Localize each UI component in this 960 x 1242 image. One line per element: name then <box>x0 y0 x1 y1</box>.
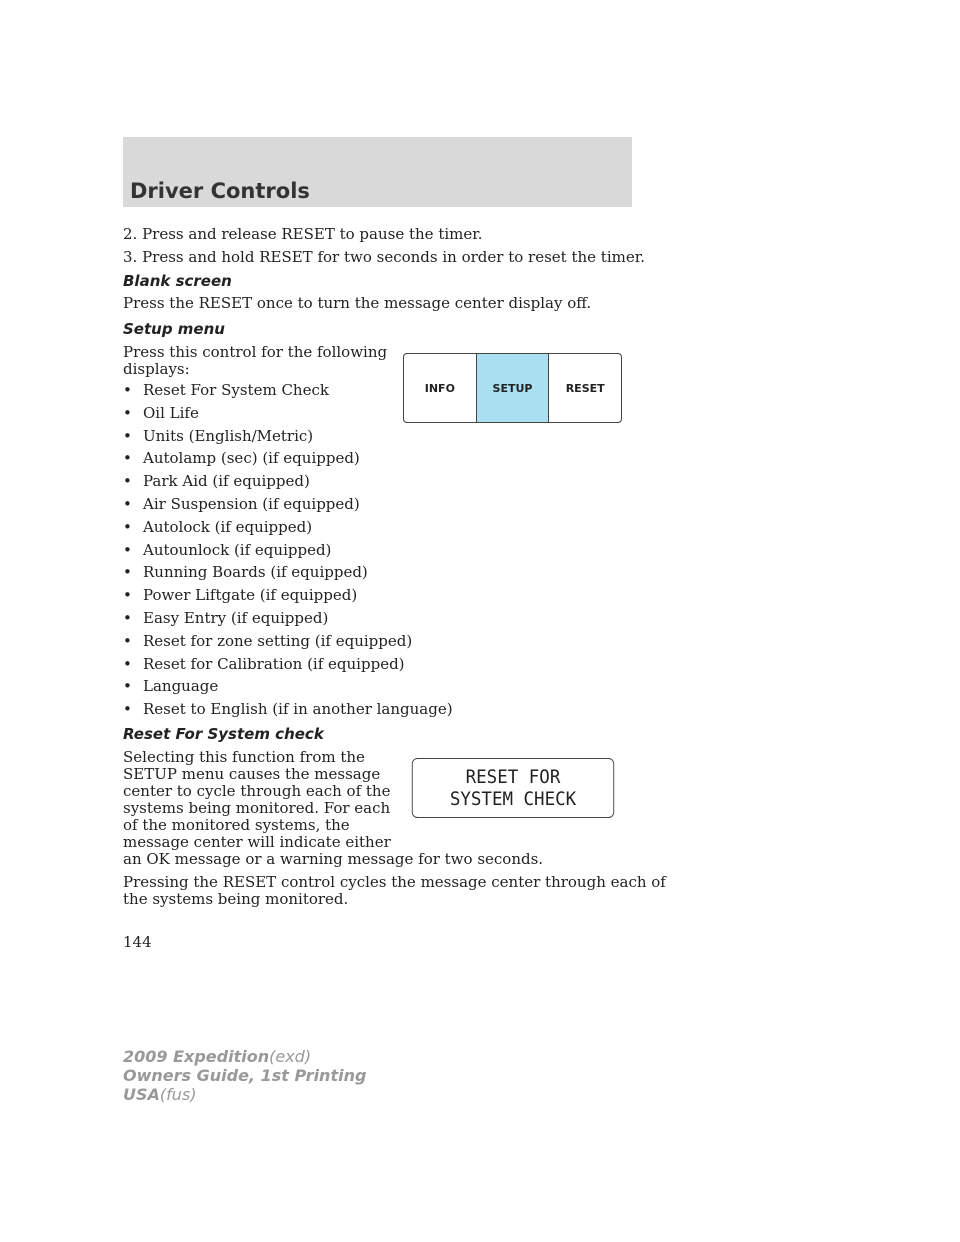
footer-model: 2009 Expedition <box>123 1047 270 1066</box>
list-item: • Reset for zone setting (if equipped) <box>123 631 453 654</box>
info-button: INFO <box>424 381 455 395</box>
reset-button: RESET <box>565 381 605 395</box>
blank-screen-heading: Blank screen <box>123 272 232 290</box>
footer-market: USA <box>123 1085 160 1104</box>
list-item: • Reset For System Check <box>123 380 453 403</box>
footer <box>123 1047 366 1104</box>
list-item: • Reset to English (if in another language) <box>123 699 453 722</box>
footer-model-code: (exd) <box>269 1047 312 1066</box>
list-item: • Autolamp (sec) (if equipped) <box>123 448 453 471</box>
system-check-line: center to cycle through each of the <box>123 782 391 800</box>
system-check-line: message center will indicate either <box>123 833 391 851</box>
list-item: • Running Boards (if equipped) <box>123 562 453 585</box>
setup-intro-line1: Press this control for the following <box>123 343 388 361</box>
setup-button: SETUP <box>476 354 550 422</box>
bullet-icon: • <box>123 403 132 422</box>
bullet-icon: • <box>123 540 132 559</box>
bullet-icon: • <box>123 426 132 445</box>
list-item: • Easy Entry (if equipped) <box>123 608 453 631</box>
section-header <box>123 137 632 207</box>
list-item: • Reset for Calibration (if equipped) <box>123 654 453 677</box>
list-item: • Units (English/Metric) <box>123 426 453 449</box>
bullet-icon: • <box>123 449 132 468</box>
display-line-1: RESET FOR <box>465 766 561 788</box>
footer-market-code: (fus) <box>159 1085 197 1104</box>
list-item: • Autolock (if equipped) <box>123 517 453 540</box>
blank-screen-body: Press the RESET once to turn the message center display off. <box>123 294 592 312</box>
system-check-para2-line1: Pressing the RESET control cycles the message center through each of <box>123 873 666 891</box>
system-check-line: an OK message or a warning message for two seconds. <box>123 850 544 868</box>
step-3-text: 3. Press and hold RESET for two seconds in order to reset the timer. <box>123 248 646 266</box>
setup-menu-heading: Setup menu <box>123 320 225 338</box>
list-item: • Park Aid (if equipped) <box>123 471 453 494</box>
bullet-icon: • <box>123 517 132 536</box>
page-number: 144 <box>123 933 152 951</box>
list-item: • Autounlock (if equipped) <box>123 540 453 563</box>
list-item: • Oil Life <box>123 403 453 426</box>
display-line-2: SYSTEM CHECK <box>449 788 577 810</box>
system-check-line: systems being monitored. For each <box>123 799 391 817</box>
bullet-icon: • <box>123 472 132 491</box>
system-check-line: Selecting this function from the <box>123 748 365 766</box>
setup-intro-line2: displays: <box>123 360 190 378</box>
message-center-controls <box>403 353 622 423</box>
list-item: • Language <box>123 676 453 699</box>
bullet-icon: • <box>123 631 132 650</box>
bullet-icon: • <box>123 677 132 696</box>
bullet-icon: • <box>123 608 132 627</box>
system-check-heading: Reset For System check <box>123 725 324 743</box>
list-item: • Air Suspension (if equipped) <box>123 494 453 517</box>
bullet-icon: • <box>123 563 132 582</box>
system-check-line: of the monitored systems, the <box>123 816 350 834</box>
bullet-icon: • <box>123 654 132 673</box>
section-title: Driver Controls <box>130 179 310 203</box>
message-display <box>412 758 614 818</box>
setup-menu-list <box>123 380 453 722</box>
bullet-icon: • <box>123 700 132 719</box>
system-check-line: SETUP menu causes the message <box>123 765 381 783</box>
step-2-text: 2. Press and release RESET to pause the timer. <box>123 225 483 243</box>
footer-guide: Owners Guide, 1st Printing <box>123 1066 367 1085</box>
bullet-icon: • <box>123 586 132 605</box>
bullet-icon: • <box>123 494 132 513</box>
list-item: • Power Liftgate (if equipped) <box>123 585 453 608</box>
system-check-para2-line2: the systems being monitored. <box>123 890 349 908</box>
bullet-icon: • <box>123 381 132 399</box>
